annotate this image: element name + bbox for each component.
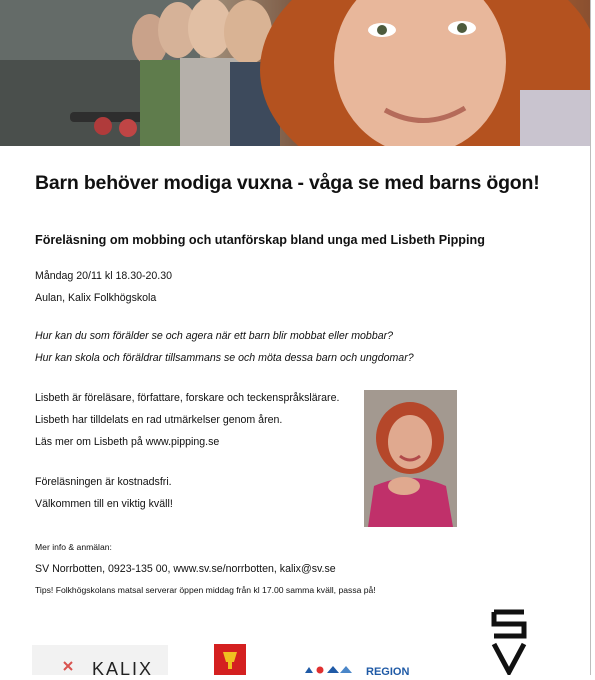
question-2: Hur kan skola och föräldrar tillsammans se och möta dessa barn och ungdomar? [35,352,414,364]
banner-photo [0,0,590,146]
bio-line-3: Läs mer om Lisbeth på www.pipping.se [35,436,220,448]
skateboard-wheel-1 [94,117,112,135]
girl-iris-right [457,23,467,33]
portrait-illustration [364,390,457,527]
kalix-logo-text: KALIX [92,659,154,675]
child-jacket-1 [140,60,180,146]
region-logo [305,666,409,675]
girl-iris-left [377,25,387,35]
flyer-title: Barn behöver modiga vuxna - våga se med barns ögon! [35,172,540,194]
event-date-time: Måndag 20/11 kl 18.30-20.30 [35,270,173,282]
bio-line-1: Lisbeth är föreläsare, författare, forskare och teckenspråkslärare. [35,392,340,404]
speaker-hand [388,477,420,495]
bio-line-2: Lisbeth har tilldelats en rad utmärkelser genom åren. [35,414,283,426]
welcome-text: Välkommen till en viktig kväll! [35,498,173,510]
sv-logo-v [494,644,524,672]
chalice-stem [228,662,232,669]
skateboard-wheel-2 [119,119,137,137]
region-mark-4 [340,666,352,673]
flyer-subtitle: Föreläsning om mobbing och utanförskap bland unga med Lisbeth Pipping [35,233,485,247]
girl-face [334,0,506,146]
sv-logo-s [494,612,524,636]
region-logo-text: REGION [366,666,410,675]
contact-heading: Mer info & anmälan: [35,542,112,552]
region-mark-2 [317,667,324,674]
kalix-logo [32,645,168,675]
speaker-portrait [364,390,457,527]
dinner-tip: Tips! Folkhögskolans matsal serverar öppen middag från kl 17.00 samma kväll, passa på! [35,585,376,595]
event-location: Aulan, Kalix Folkhögskola [35,292,157,304]
footer-logos [0,600,590,675]
question-1: Hur kan du som förälder se och agera när ett barn blir mobbat eller mobbar? [35,330,394,342]
contact-line: SV Norrbotten, 0923-135 00, www.sv.se/norrbotten, kalix@sv.se [35,563,336,575]
banner-illustration [0,0,590,146]
logo-row [0,600,590,675]
free-note: Föreläsningen är kostnadsfri. [35,476,172,488]
coat-of-arms-logo [214,644,246,675]
page-edge-line [590,0,591,675]
region-mark-3 [327,666,339,673]
sv-logo [494,612,524,672]
region-mark-1 [305,667,313,673]
girl-shoulder [520,90,590,146]
